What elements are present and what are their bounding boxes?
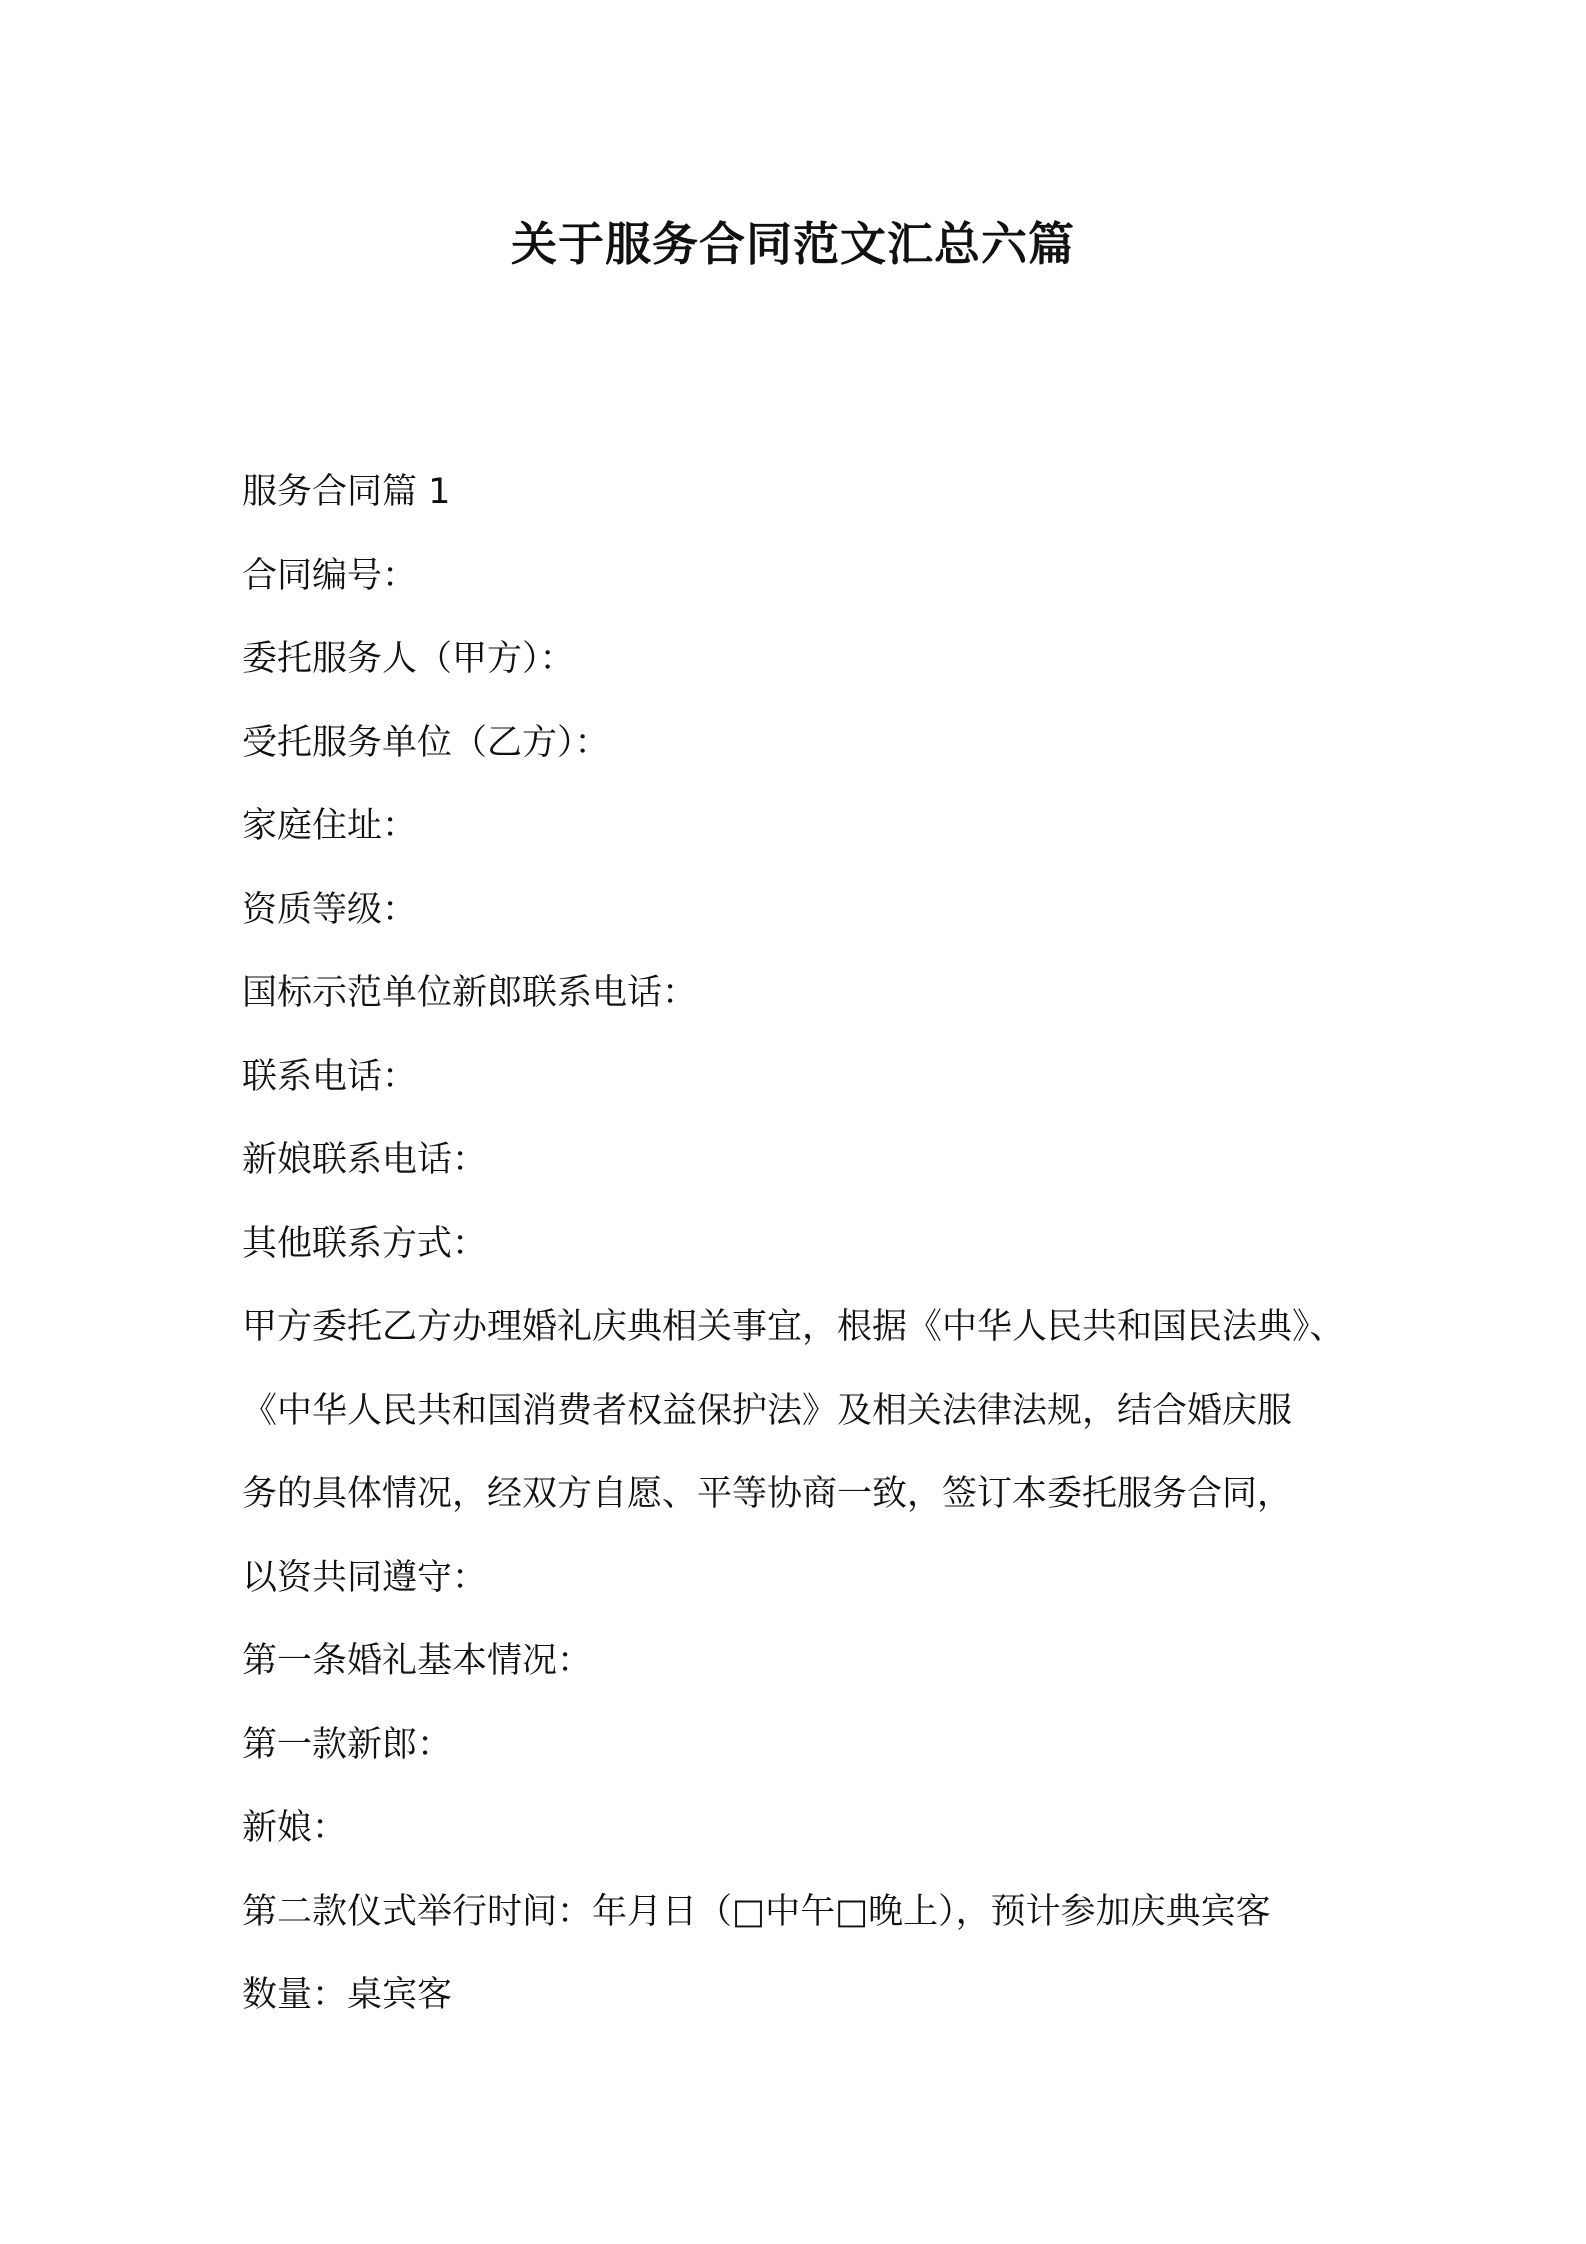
preamble-line: 务的具体情况，经双方自愿、平等协商一致，签订本委托服务合同， <box>242 1474 1293 1514</box>
preamble-line: 甲方委托乙方办理婚礼庆典相关事宜，根据《中华人民共和国民法典》、 <box>242 1307 1345 1347</box>
section-heading: 服务合同篇 1 <box>242 472 451 512</box>
guest-count-line: 数量：桌宾客 <box>242 1975 453 2015</box>
contract-number-field: 合同编号： <box>242 555 418 596</box>
party-b-field: 受托服务单位（乙方）： <box>242 722 610 763</box>
contact-phone-field: 联系电话： <box>242 1056 418 1097</box>
other-contact-field: 其他联系方式： <box>242 1223 488 1264</box>
document-body <box>242 451 1382 2038</box>
preamble-line: 以资共同遵守： <box>242 1557 488 1598</box>
home-address-field: 家庭住址： <box>242 806 418 846</box>
groom-field: 第一款新郎： <box>242 1724 453 1765</box>
groom-phone-field: 国标示范单位新郎联系电话： <box>242 973 698 1013</box>
bride-field: 新娘： <box>242 1808 348 1848</box>
article-heading: 第一条婚礼基本情况： <box>242 1641 593 1681</box>
preamble-line: 《中华人民共和国消费者权益保护法》及相关法律法规，结合婚庆服 <box>242 1390 1293 1431</box>
bride-phone-field: 新娘联系电话： <box>242 1140 488 1180</box>
qualification-field: 资质等级： <box>242 889 418 930</box>
document-title: 关于服务合同范文汇总六篇 <box>511 217 1075 271</box>
party-a-field: 委托服务人（甲方）： <box>242 639 575 679</box>
ceremony-time-line: 第二款仪式举行时间：年月日（□中午□晚上），预计参加庆典宾客 <box>242 1891 1271 1932</box>
